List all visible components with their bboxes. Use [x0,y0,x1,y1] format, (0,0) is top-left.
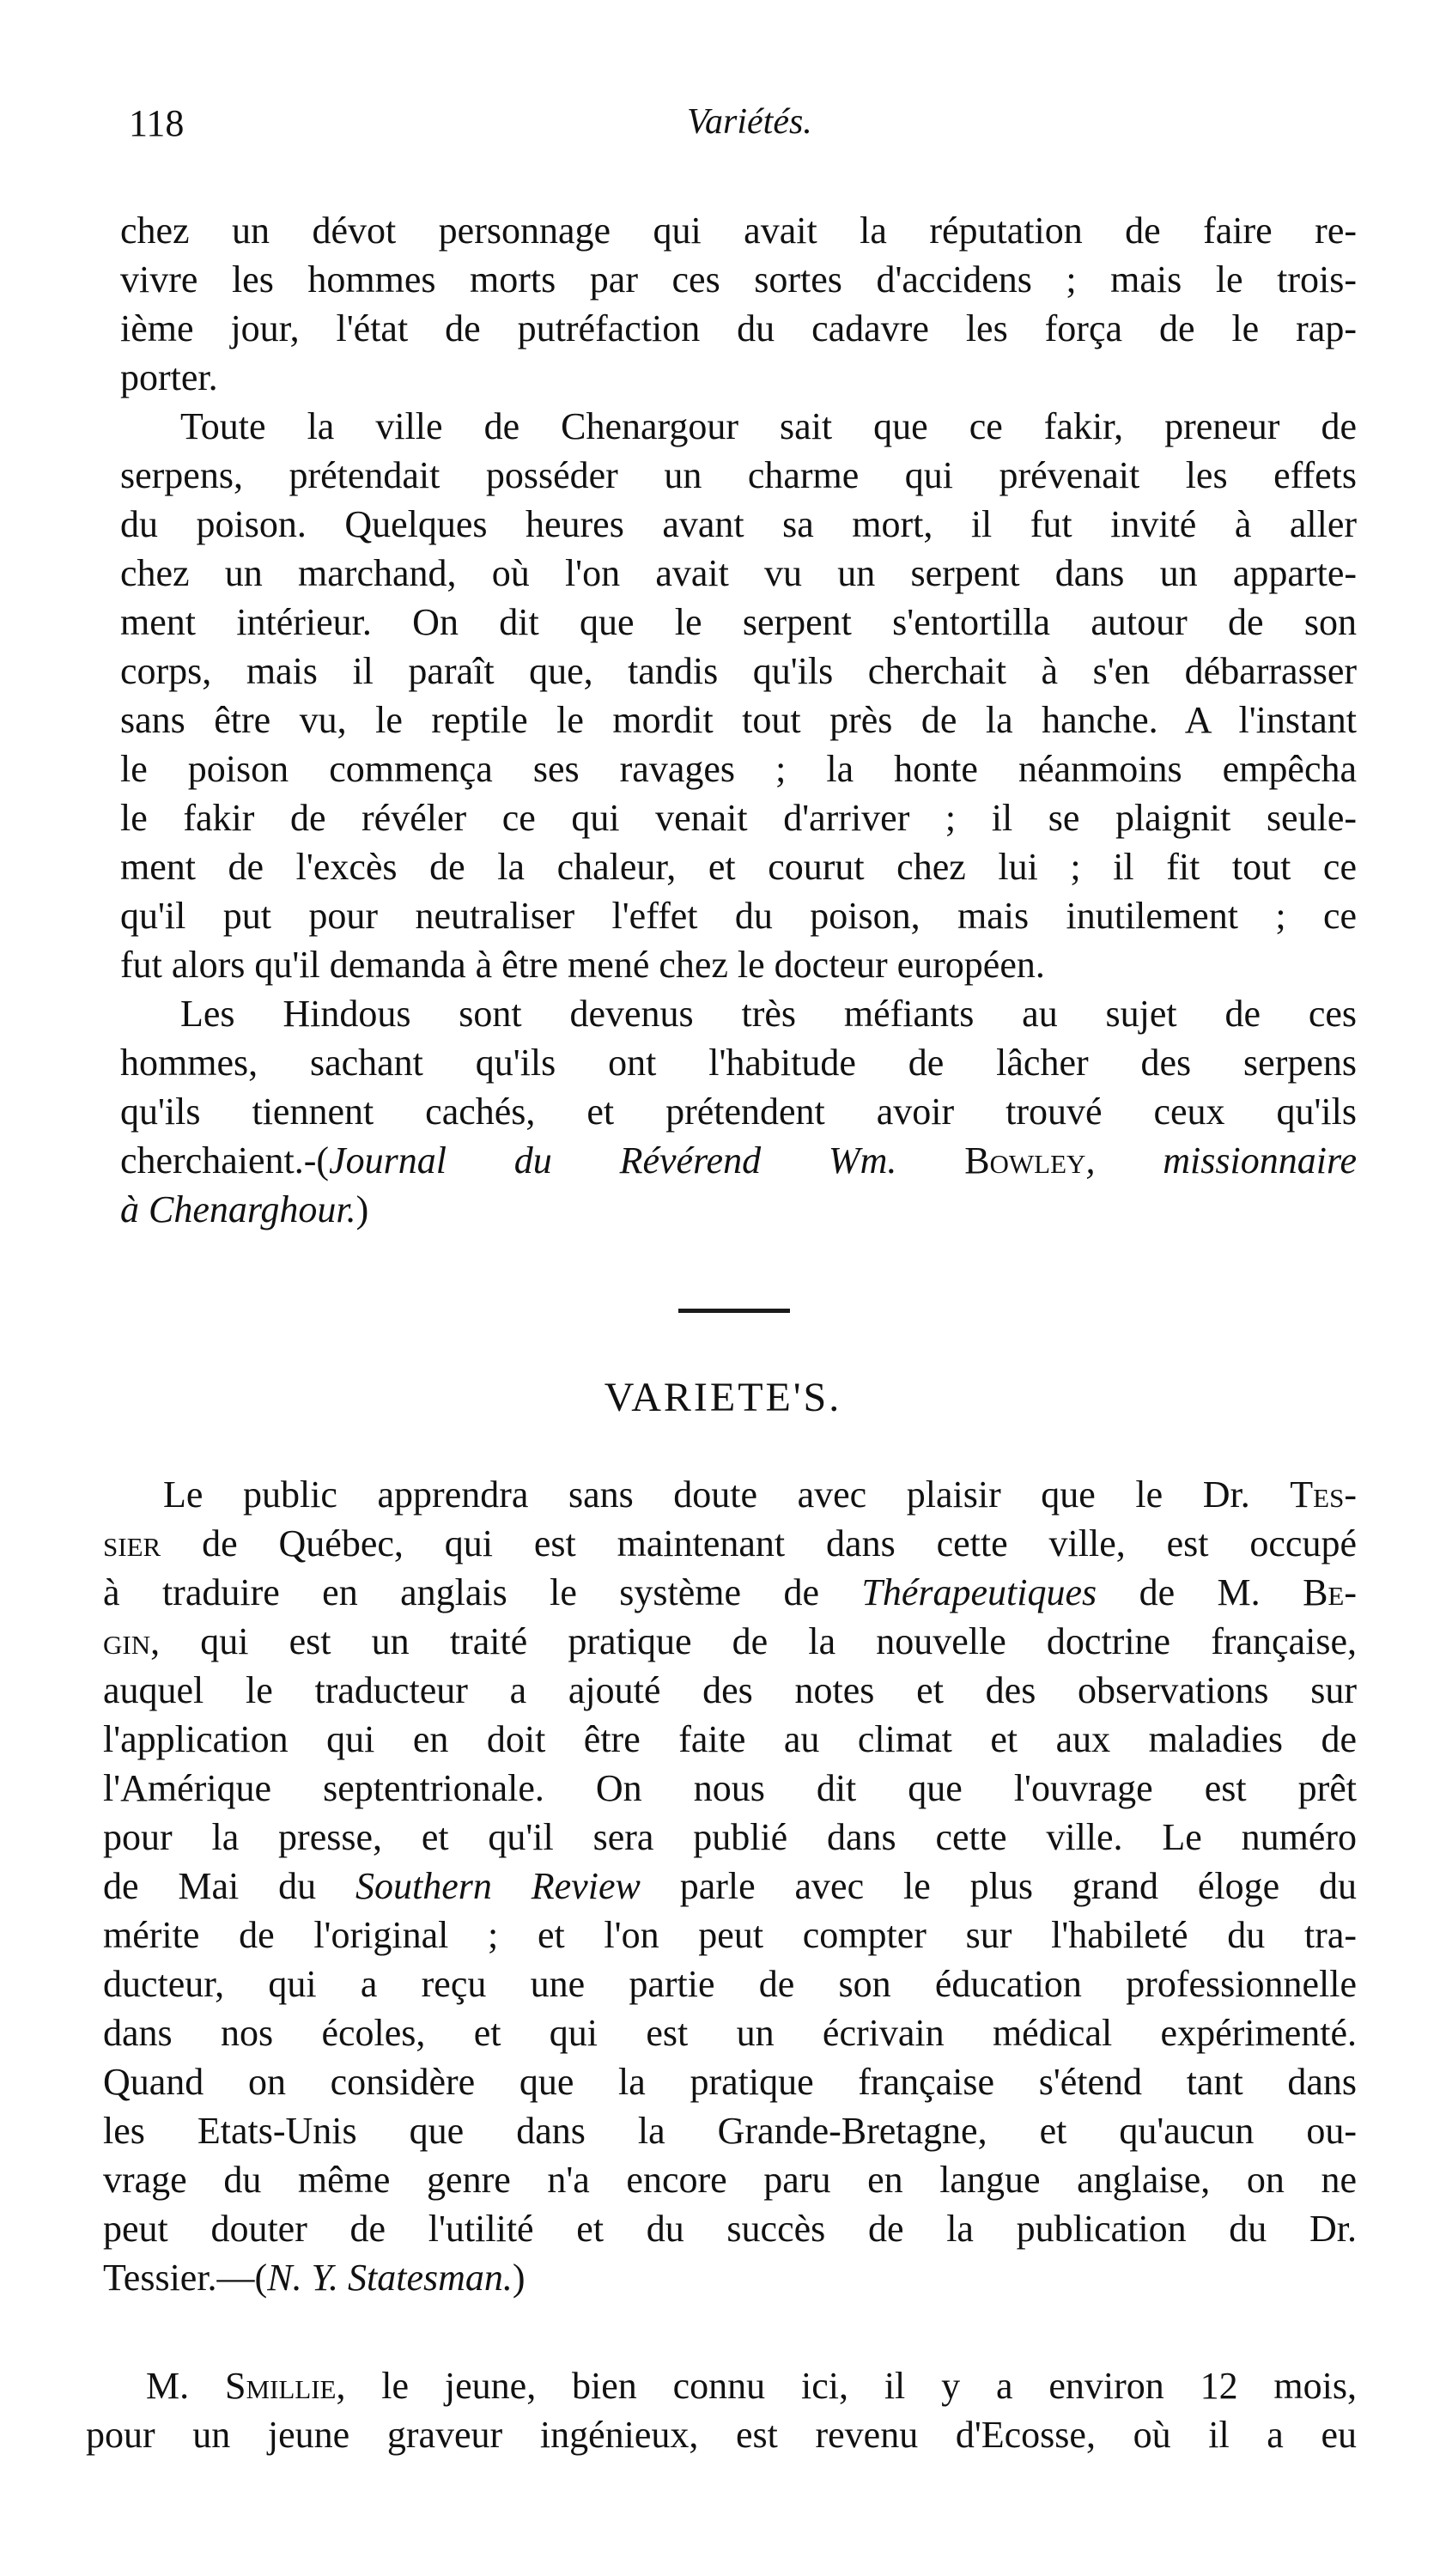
citation-journal: Journal du Révérend Wm. [329,1139,965,1182]
text-line: chez un dévot personnage qui avait la réputation de faire re- [120,210,1357,252]
text-line: pour la presse, et qu'il sera publié dans cette ville. Le numéro [103,1816,1357,1858]
text-line: le poison commença ses ravages ; la honte néanmoins empêcha [120,748,1357,790]
running-head [129,94,1348,163]
text-line: l'application qui en doit être faite au climat et aux maladies de [103,1718,1357,1760]
article-fakir [120,206,1357,1234]
text-line: pour un jeune graveur ingénieux, est revenu d'Ecosse, où il a eu [86,2414,1357,2456]
text-line: Quand on considère que la pratique française s'étend tant dans [103,2061,1357,2103]
text-line: corps, mais il paraît que, tandis qu'ils cherchait à s'en débarrasser [120,650,1357,692]
text-line: peut douter de l'utilité et du succès de la publication du Dr. [103,2208,1357,2250]
text-line: M. Smillie, le jeune, bien connu ici, il y a environ 12 mois, [146,2365,1357,2407]
text-line: de Mai du Southern Review parle avec le plus grand éloge du [103,1865,1358,1907]
citation-tail: , missionnaire [1085,1139,1357,1182]
text-line: mérite de l'original ; et l'on peut compter sur l'habileté du tra- [103,1914,1357,1956]
text-line: Tessier.—(N. Y. Statesman.) [103,2257,526,2299]
citation-line [120,1136,1357,1185]
journal-title: Southern Review [355,1865,641,1907]
text-line: qu'il put pour neutraliser l'effet du poison, mais inutilement ; ce [120,895,1357,937]
text-line: Toute la ville de Chenargour sait que ce fakir, preneur de [180,405,1357,447]
text-line: vivre les hommes morts par ces sortes d'accidens ; mais le trois- [120,258,1357,301]
text-line: le fakir de révéler ce qui venait d'arriver ; il se plaignit seule- [120,797,1357,839]
text-line: ment de l'excès de la chaleur, et courut chez lui ; il fit tout ce [120,846,1357,888]
name-begin: Be- [1303,1571,1357,1613]
text-line: porter. [120,356,218,398]
source-title: N. Y. Statesman. [267,2257,513,2299]
text-line: gin, qui est un traité pratique de la nouvelle doctrine française, [103,1620,1357,1662]
name-smillie: Smillie [224,2365,337,2407]
name-begin-cont: gin [103,1620,151,1662]
text-line: à traduire en anglais le système de Thérapeutiques de M. Be- [103,1571,1357,1613]
text-line: sans être vu, le reptile le mordit tout près de la hanche. A l'instant [120,699,1357,741]
name-tessier: Tes- [1290,1473,1357,1516]
article-smillie [86,2361,1357,2459]
text-line: sier de Québec, qui est maintenant dans cette ville, est occupé [103,1522,1357,1564]
text-line: serpens, prétendait posséder un charme qui prévenait les effets [120,454,1357,496]
text-line: ducteur, qui a reçu une partie de son éducation professionnelle [103,1963,1357,2005]
text-line: chez un marchand, où l'on avait vu un serpent dans un apparte- [120,552,1357,594]
text-line: vrage du même genre n'a encore paru en langue anglaise, on ne [103,2159,1357,2201]
text-line: Le public apprendra sans doute avec plaisir que le Dr. Tes- [163,1473,1357,1516]
text-line: du poison. Quelques heures avant sa mort, il fut invité à aller [120,503,1357,545]
text-line: l'Amérique septentrionale. On nous dit que l'ouvrage est prêt [103,1767,1357,1809]
text-line: les Etats-Unis que dans la Grande-Bretagne, et qu'aucun ou- [103,2110,1357,2152]
citation-lead: cherchaient.-( [120,1139,330,1182]
text-line: fut alors qu'il demanda à être mené chez le docteur européen. [120,944,1045,986]
page-number: 118 [129,102,185,144]
text-line: Les Hindous sont devenus très méfiants au sujet de ces [180,993,1357,1035]
text-line: ment intérieur. On dit que le serpent s'entortilla autour de son [120,601,1357,643]
citation-author: Bowley [964,1139,1086,1182]
citation-line [120,1185,1357,1234]
name-tessier-cont: sier [103,1522,161,1564]
running-title: Variétés. [687,102,812,142]
text-line: dans nos écoles, et qui est un écrivain médical expérimenté. [103,2012,1357,2054]
text-line: qu'ils tiennent cachés, et prétendent avoir trouvé ceux qu'ils [120,1091,1357,1133]
citation-place: à Chenarghour. [120,1188,356,1230]
section-divider [678,1309,790,1313]
book-title: Thérapeutiques [861,1571,1097,1613]
section-heading: VARIETE'S. [604,1375,842,1420]
citation-close: ) [355,1188,369,1230]
text-line: hommes, sachant qu'ils ont l'habitude de lâcher des serpens [120,1042,1357,1084]
text-line: ième jour, l'état de putréfaction du cadavre les força de le rap- [120,307,1357,349]
article-tessier [103,1470,1357,2302]
text-line: auquel le traducteur a ajouté des notes et des observations sur [103,1669,1357,1711]
